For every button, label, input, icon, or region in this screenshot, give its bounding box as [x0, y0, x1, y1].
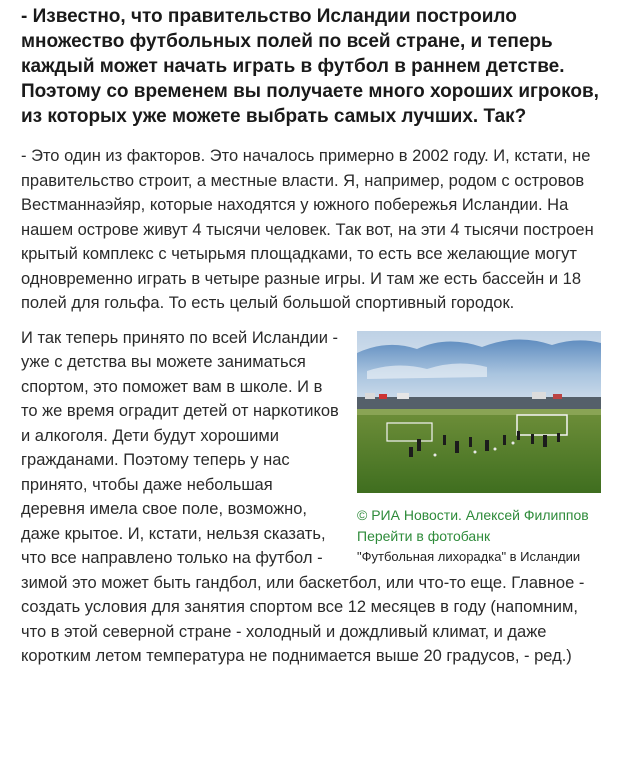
interview-question: - Известно, что правительство Исландии построило множество футбольных полей по всей стране, и теперь каждый может начать играть в футбол в раннем детстве. Поэтому со временем вы получаете много хороших игроков, из которых уже можете выбрать самых лучших. Так?	[21, 6, 599, 127]
photo-figure	[357, 331, 601, 566]
photo-caption: "Футбольная лихорадка" в Исландии	[357, 548, 581, 564]
football-field-photo[interactable]	[357, 331, 601, 493]
answer-paragraph-2: И так теперь принято по всей Исландии - уже с детства вы можете заниматься спортом, это поможет вам в школе. И в то же время оградит детей от наркотиков и алкоголя. Дети будут хорошими гражданами. Поэтому теперь у нас принято, чтобы даже небольшая деревня имела свое поле, возможно, даже крытое. И, кстати, нельзя сказать, что все направлено только на футбол - зимой это может быть гандбол, или баскетбол, или что-то еще. Главное - создать условия для занятия спортом все 12 месяцев в году (напомним, что в этой северной стране - холодный и дождливый климат, и даже коротким летом температура не поднимается выше 20 градусов, - ред.)	[21, 328, 585, 665]
photo-credit-link[interactable]: © РИА Новости. Алексей Филиппов Перейти в фотобанк	[357, 506, 589, 544]
answer-block-2	[21, 326, 601, 669]
answer-paragraph-1: - Это один из факторов. Это началось примерно в 2002 году. И, кстати, не правительство строит, а местные власти. Я, например, родом с островов Вестманнаэйяр, которые находятся у южного побережья Исландии. На нашем острове живут 4 тысячи человек. Так вот, на эти 4 тысячи построен крытый комплекс с четырьмя площадками, то есть все желающие могут одновременно играть в четыре разные игры. И там же есть бассейн и 18 полей для гольфа. То есть целый большой спортивный городок.	[21, 147, 594, 312]
